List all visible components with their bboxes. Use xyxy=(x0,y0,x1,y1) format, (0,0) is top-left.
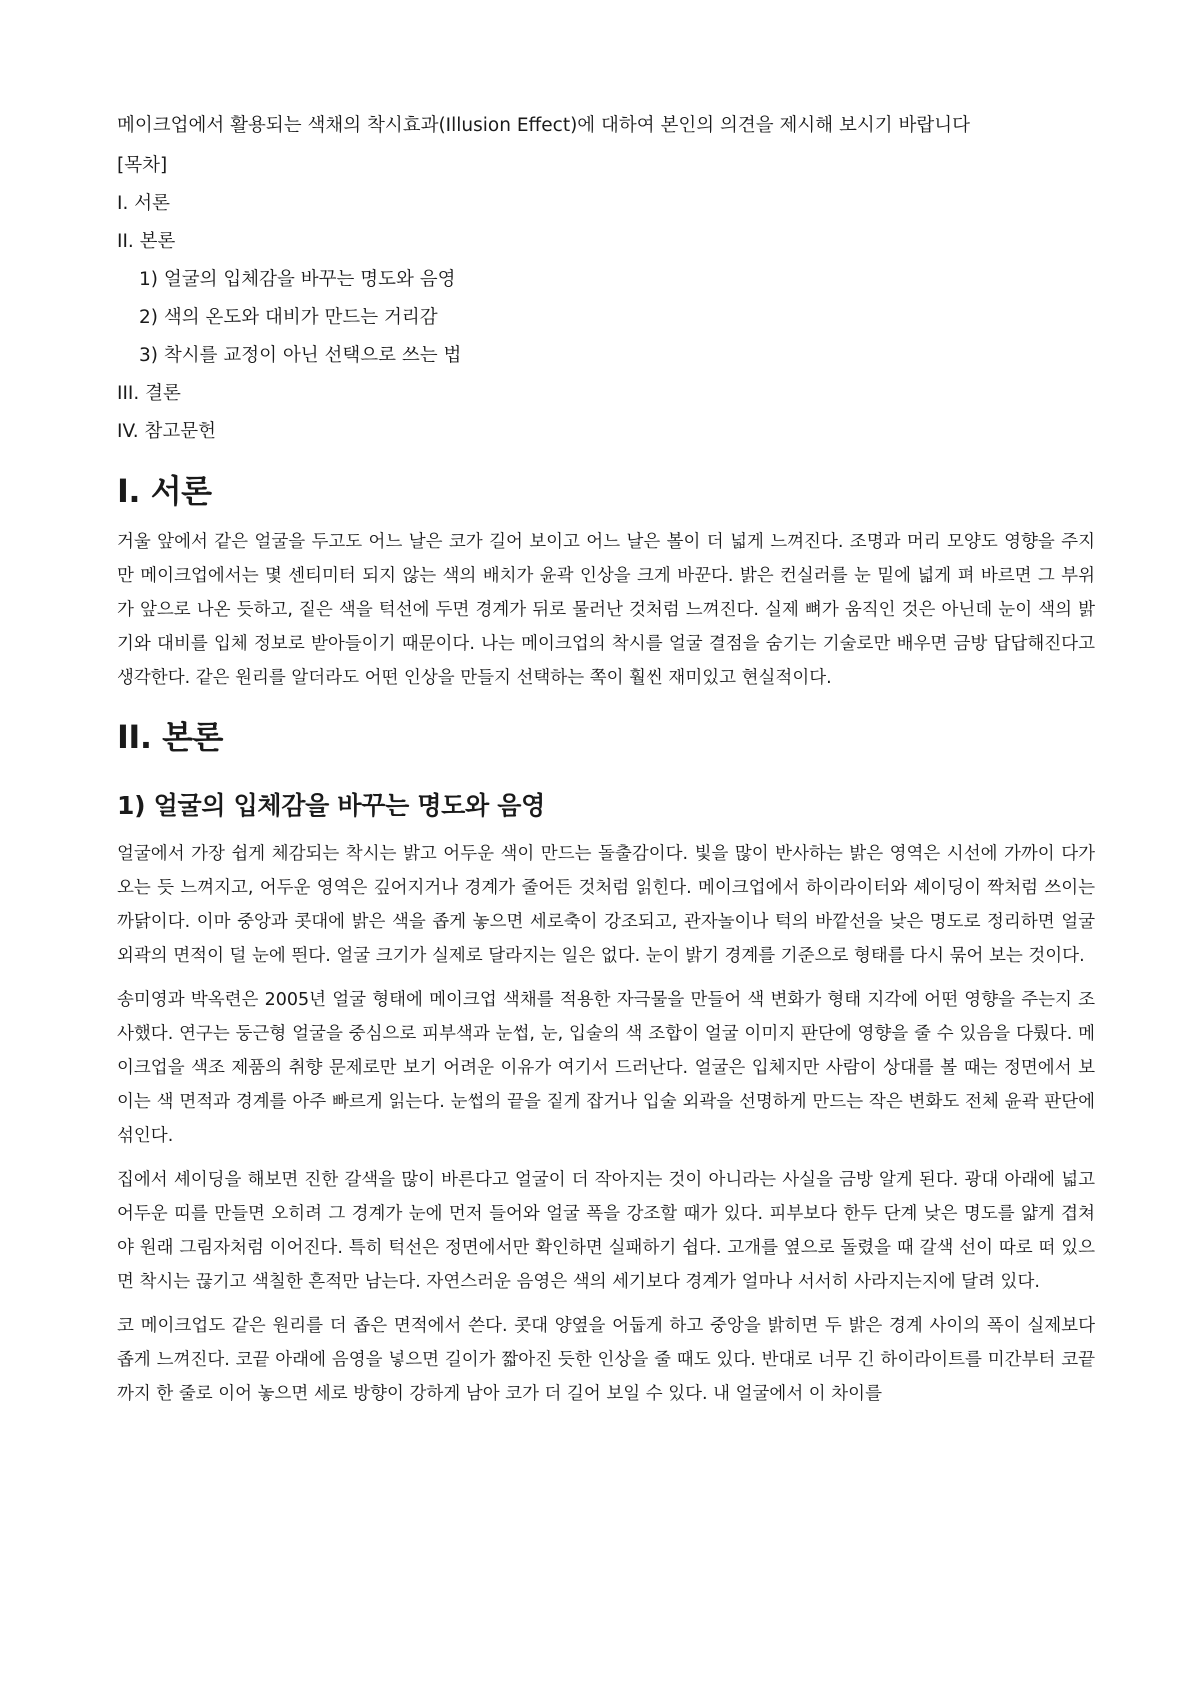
toc-subitem: 1) 얼굴의 입체감을 바꾸는 명도와 음영 xyxy=(139,269,456,290)
toc-subitem: 2) 색의 온도와 대비가 만드는 거리감 xyxy=(139,307,438,328)
body-paragraph: 코 메이크업도 같은 원리를 더 좁은 면적에서 쓴다. 콧대 양옆을 어둡게 하고 중앙을 밝히면 두 밝은 경계 사이의 폭이 실제보다 좁게 느껴진다. 코끝 아래에 음영을 넣으면 길이가 짧아진 듯한 인상을 줄 때도 있다. 반대로 너무 긴 하이라이트를 미간부터 코끝까지 한 줄로 이어 놓으면 세로 방향이 강하게 남아 코가 더 길어 보일 수 있다. 내 얼굴에서 이 차이를 xyxy=(117,1316,1095,1404)
body-paragraph: 얼굴에서 가장 쉽게 체감되는 착시는 밝고 어두운 색이 만드는 돌출감이다. 빛을 많이 반사하는 밝은 영역은 시선에 가까이 다가오는 듯 느껴지고, 어두운 영역은 깊어지거나 경계가 줄어든 것처럼 읽힌다. 메이크업에서 하이라이터와 셰이딩이 짝처럼 쓰이는 까닭이다. 이마 중앙과 콧대에 밝은 색을 좁게 놓으면 세로축이 강조되고, 관자놀이나 턱의 바깥선을 낮은 명도로 정리하면 얼굴 외곽의 면적이 덜 눈에 띈다. 얼굴 크기가 실제로 달라지는 일은 없다. 눈이 밝기 경계를 기준으로 형태를 다시 묶어 보는 것이다. xyxy=(117,844,1095,966)
body-paragraph: 송미영과 박옥련은 2005년 얼굴 형태에 메이크업 색채를 적용한 자극물을 만들어 색 변화가 형태 지각에 어떤 영향을 주는지 조사했다. 연구는 둥근형 얼굴을 중심으로 피부색과 눈썹, 눈, 입술의 색 조합이 얼굴 이미지 판단에 영향을 줄 수 있음을 다뤘다. 메이크업을 색조 제품의 취향 문제로만 보기 어려운 이유가 여기서 드러난다. 얼굴은 입체지만 사람이 상대를 볼 때는 정면에서 보이는 색 면적과 경계를 아주 빠르게 읽는다. 눈썹의 끝을 짙게 잡거나 입술 외곽을 선명하게 만드는 작은 변화도 전체 윤곽 판단에 섞인다. xyxy=(117,990,1095,1146)
toc-item: II. 본론 xyxy=(117,231,176,252)
toc-heading: [목차] xyxy=(117,155,168,176)
document-page xyxy=(117,113,1095,1411)
assignment-prompt: 메이크업에서 활용되는 색채의 착시효과(Illusion Effect)에 대하여 본인의 의견을 제시해 보시기 바랍니다 xyxy=(117,115,970,136)
body-paragraph: 집에서 셰이딩을 해보면 진한 갈색을 많이 바른다고 얼굴이 더 작아지는 것이 아니라는 사실을 금방 알게 된다. 광대 아래에 넓고 어두운 띠를 만들면 오히려 그 경계가 눈에 먼저 들어와 얼굴 폭을 강조할 때가 있다. 피부보다 한두 단계 낮은 명도를 얇게 겹쳐야 원래 그림자처럼 이어진다. 특히 턱선은 정면에서만 확인하면 실패하기 쉽다. 고개를 옆으로 돌렸을 때 갈색 선이 따로 떠 있으면 착시는 끊기고 색칠한 흔적만 남는다. 자연스러운 음영은 색의 세기보다 경계가 얼마나 서서히 사라지는지에 달려 있다. xyxy=(117,1170,1095,1292)
table-of-contents xyxy=(117,153,1095,457)
intro-paragraph: 거울 앞에서 같은 얼굴을 두고도 어느 날은 코가 길어 보이고 어느 날은 볼이 더 넓게 느껴진다. 조명과 머리 모양도 영향을 주지만 메이크업에서는 몇 센티미터 되지 않는 색의 배치가 윤곽 인상을 크게 바꾼다. 밝은 컨실러를 눈 밑에 넓게 펴 바르면 그 부위가 앞으로 나온 듯하고, 짙은 색을 턱선에 두면 경계가 뒤로 물러난 것처럼 느껴진다. 실제 뼈가 움직인 것은 아닌데 눈이 색의 밝기와 대비를 입체 정보로 받아들이기 때문이다. 나는 메이크업의 착시를 얼굴 결점을 숨기는 기술로만 배우면 금방 답답해진다고 생각한다. 같은 원리를 알더라도 어떤 인상을 만들지 선택하는 쪽이 훨씬 재미있고 현실적이다. xyxy=(117,532,1095,688)
toc-subitem: 3) 착시를 교정이 아닌 선택으로 쓰는 법 xyxy=(139,345,462,366)
subsection-heading-1: 1) 얼굴의 입체감을 바꾸는 명도와 음영 xyxy=(117,791,545,820)
toc-item: III. 결론 xyxy=(117,383,181,404)
toc-item: I. 서론 xyxy=(117,193,170,214)
toc-item: IV. 참고문헌 xyxy=(117,421,216,442)
section-heading-intro: I. 서론 xyxy=(117,472,212,510)
section-heading-body: II. 본론 xyxy=(117,718,223,756)
